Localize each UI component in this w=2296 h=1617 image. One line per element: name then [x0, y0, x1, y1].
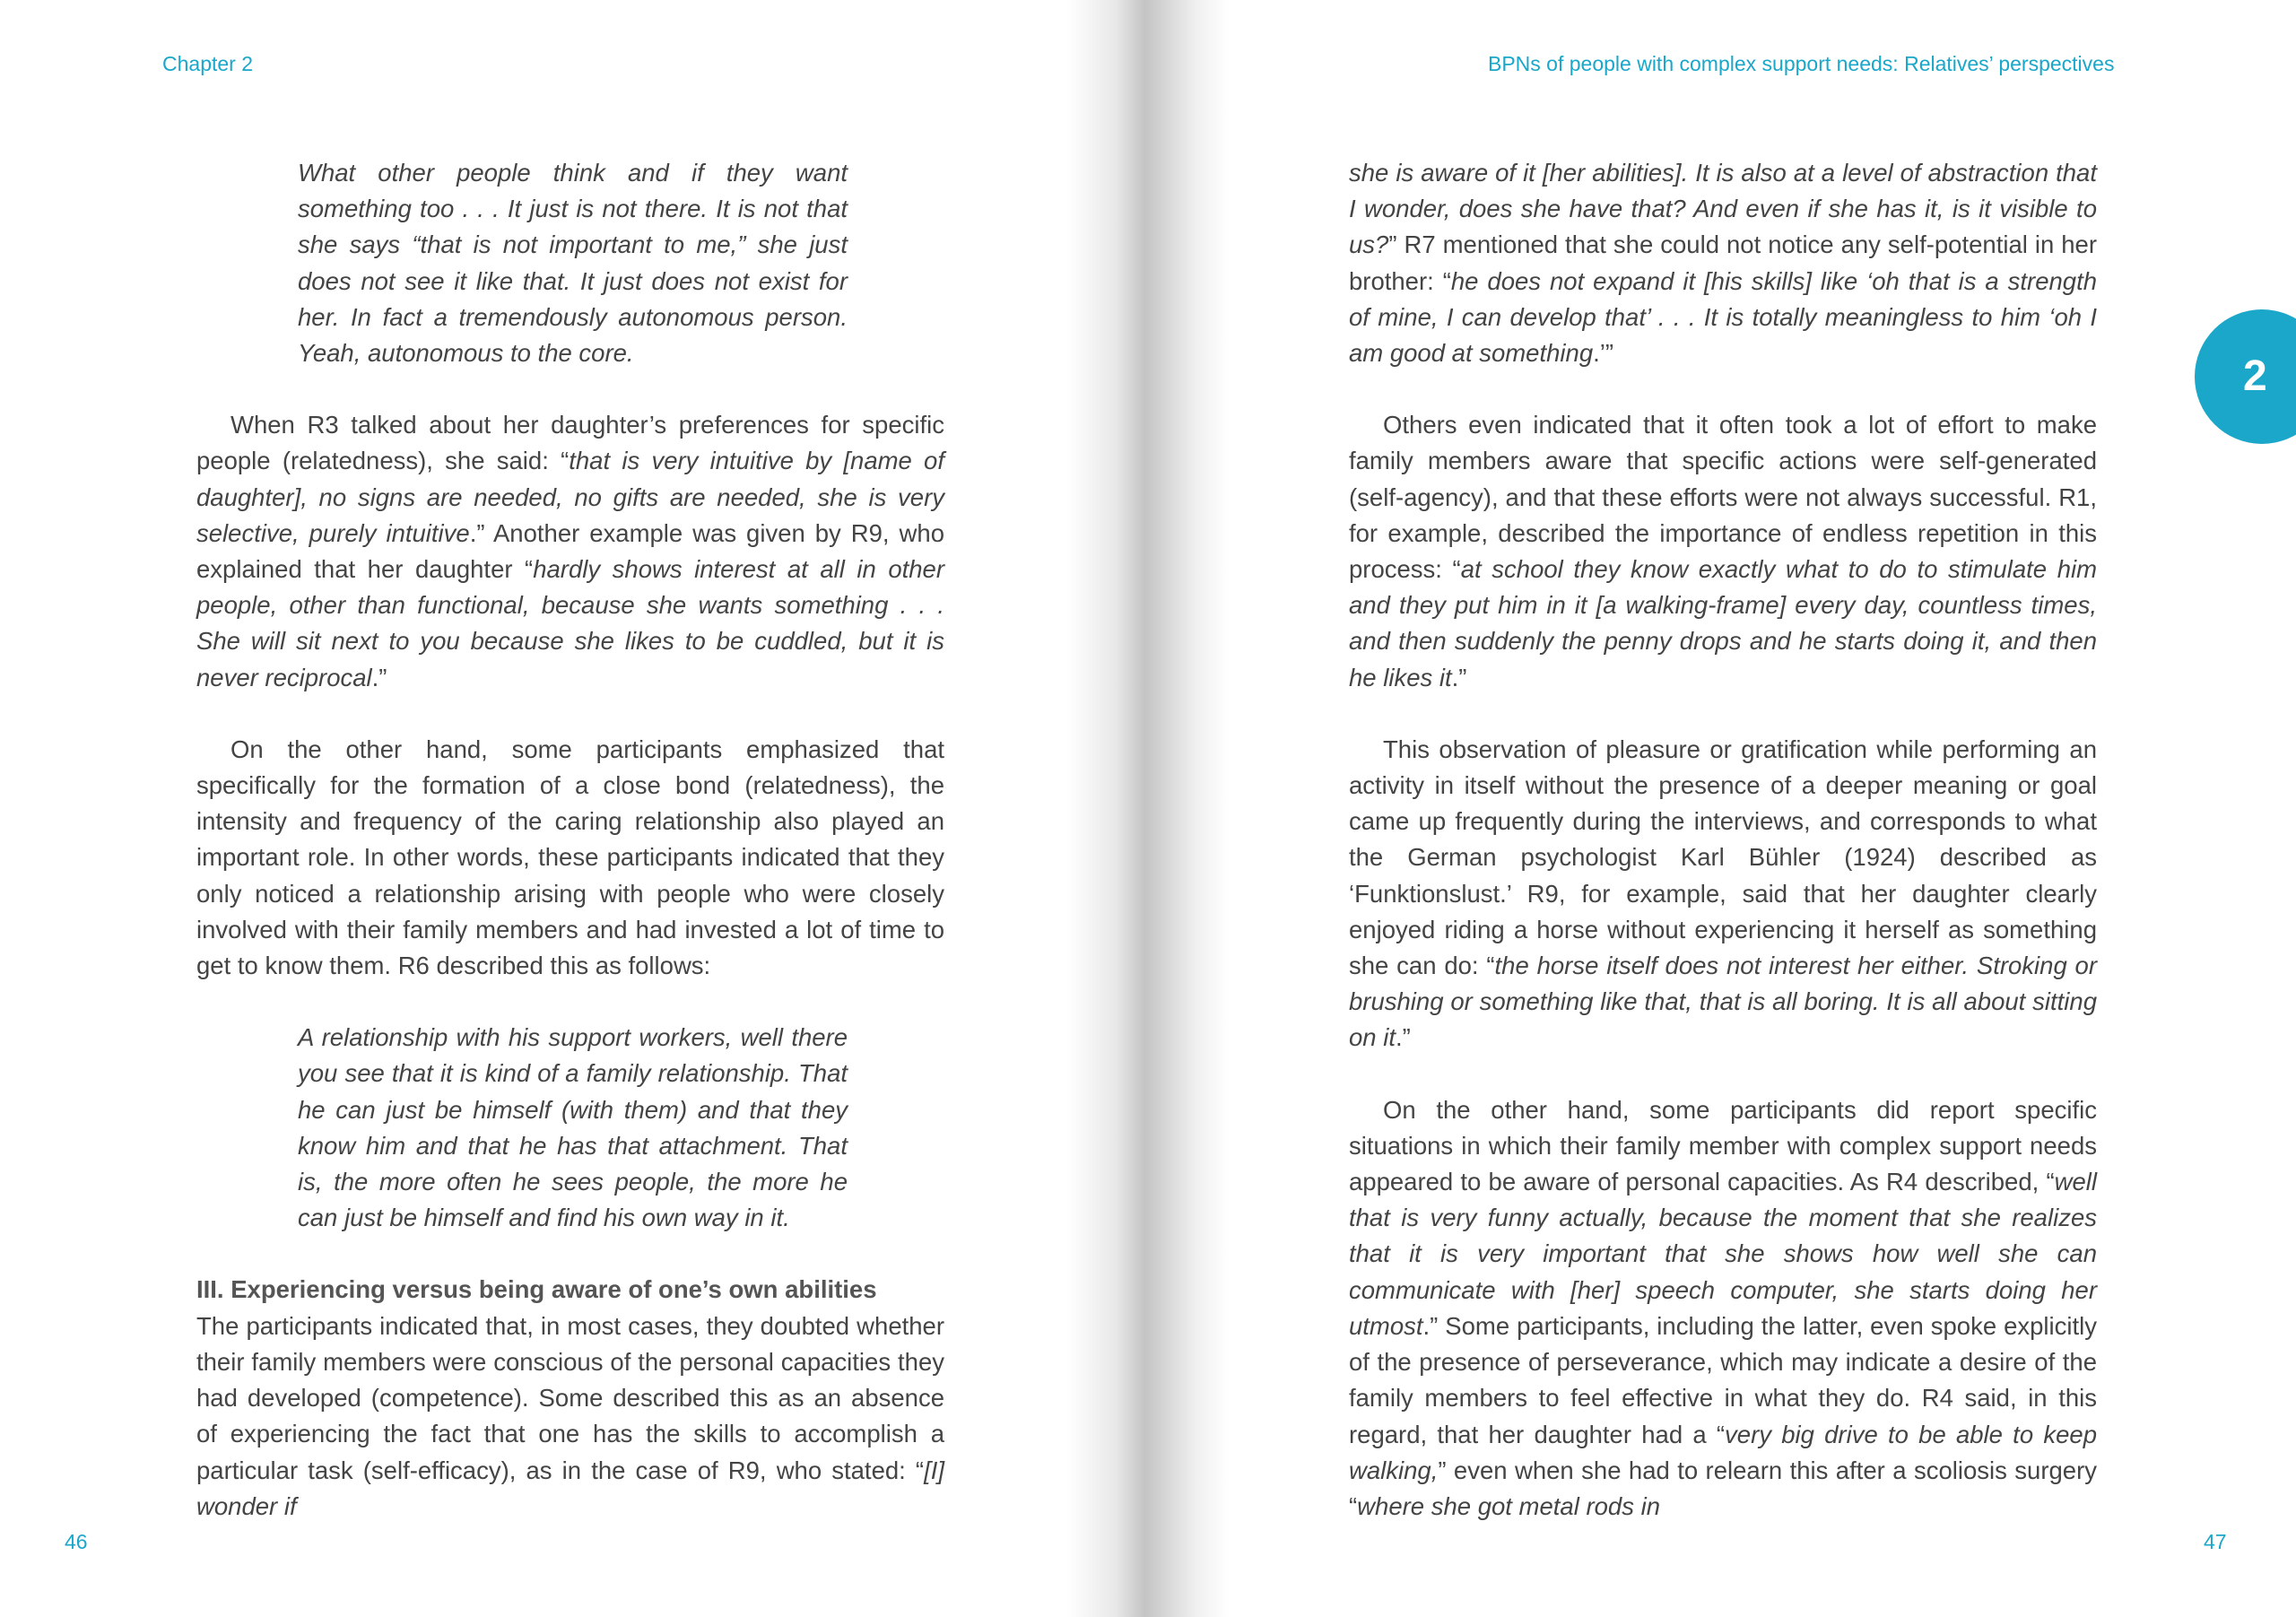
- block-quote-autonomy: What other people think and if they want something too . . . It just is not there. It is not that she says “that is not important to me,” she just does not see it like that. It just does not exist for her. In fact a tremendously autonomous person. Yeah, autonomous to the core.: [298, 159, 848, 368]
- chapter-tab-badge: 2: [2195, 309, 2296, 444]
- section-heading: III. Experiencing versus being aware of one’s own abilities: [196, 1275, 877, 1304]
- paragraph-relatedness-preferences: When R3 talked about her daughter’s preferences for specific people (relatedness), she said: “that is very intuitive by [name of daughter], no signs are needed, no gifts are needed, she is very selective, purely intuitive.” Another example was given by R9, who explained that her daughter “hardly shows interest at all in other people, other than functional, because she wants something . . . She will sit next to you because she likes to be cuddled, but it is never reciprocal.”: [196, 411, 944, 691]
- paragraph-close-bond: On the other hand, some participants emphasized that specifically for the formation of a close bond (relatedness), the intensity and frequency of the caring relationship also played an important role. In other words, these participants indicated that they only noticed a relationship arising with people who were closely involved with their family members and had invested a lot of time to get to know them. R6 described this as follows:: [196, 735, 944, 980]
- left-page-number: 46: [65, 1530, 88, 1553]
- left-running-head: Chapter 2: [162, 52, 254, 75]
- right-running-head: BPNs of people with complex support needs: Relatives’ perspectives: [1488, 52, 2115, 75]
- right-page-number: 47: [2204, 1530, 2227, 1553]
- paragraph-perseverance: On the other hand, some participants did report specific situations in which their family member with complex support needs appeared to be aware of personal capacities. As R4 described, “well that is very funny actually, because the moment that she realizes that it is very important that she shows how well she can communicate with [her] speech computer, she starts doing her utmost.” Some participants, including the latter, even spoke explicitly of the presence of perseverance, which may indicate a desire of the family members to feel effective in what they do. R4 said, in this regard, that her daughter had a “very big drive to be able to keep walking,” even when she had to relearn this after a scoliosis surgery “where she got metal rods in: [1349, 1095, 2097, 1520]
- block-quote-support-workers: A relationship with his support workers, well there you see that it is kind of a family relationship. That he can just be himself (with them) and that they know him and that he has that attachment. That is, the more often he sees people, the more he can just be himself and find his own way in it.: [298, 1023, 848, 1232]
- left-text-column: [196, 155, 1178, 1525]
- paragraph-competence: The participants indicated that, in most cases, they doubted whether their family members were conscious of the personal capacities they had developed (competence). Some described this as an absence of experiencing the fact that one has the skills to accomplish a particular task (self-efficacy), as in the case of R9, who stated: “[I] wonder if: [196, 1311, 944, 1520]
- paragraph-funktionslust: This observation of pleasure or gratification while performing an activity in itself without the presence of a deeper meaning or goal came up frequently during the interviews, and corresponds to what the German psychologist Karl Bühler (1924) described as ‘Funktionslust.’ R9, for example, said that her daughter clearly enjoyed riding a horse without experiencing it herself as something she can do: “the horse itself does not interest her either. Stroking or brushing or something like that, that is all boring. It is all about sitting on it.”: [1349, 735, 2098, 1052]
- paragraph-self-agency: Others even indicated that it often took a lot of effort to make family members aware that specific actions were self-generated (self-agency), and that these efforts were not always successful. R1, for example, described the importance of endless repetition in this process: “at school they know exactly what to do to stimulate him and they put him in it [a walking-frame] every day, countless times, and then suddenly the penny drops and he starts doing it, and then he likes it.”: [1349, 411, 2097, 691]
- paragraph-abstraction: she is aware of it [her abilities]. It is also at a level of abstraction that I wonder, does she have that? And even if she has it, is it visible to us?” R7 mentioned that she could not notice any self-potential in her brother: “he does not expand it [his skills] like ‘oh that is a strength of mine, I can develop that’ . . . It is totally meaningless to him ‘oh I am good at something.’”: [1349, 159, 2098, 368]
- right-text-column: [1349, 155, 2097, 1525]
